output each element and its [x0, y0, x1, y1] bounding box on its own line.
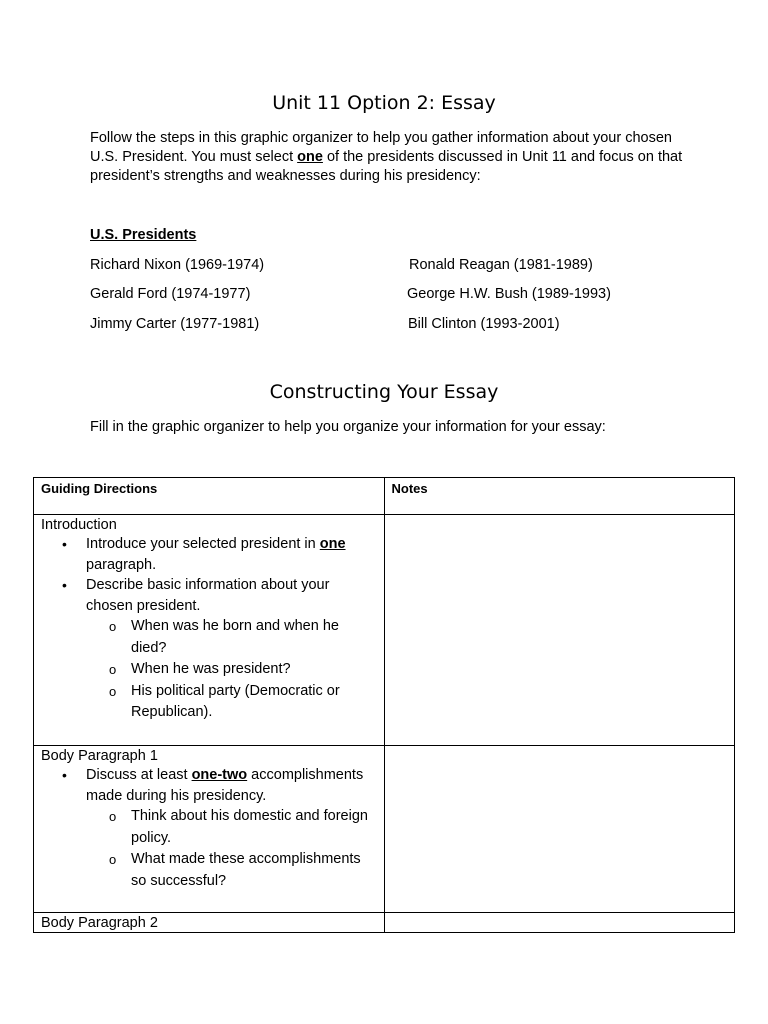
- column-header-notes: Notes: [384, 478, 735, 515]
- introduction-sub-bullets: [86, 616, 371, 724]
- body2-title: Body Paragraph 2: [41, 915, 158, 931]
- president-left-3: Jimmy Carter (1977-1981): [90, 316, 260, 332]
- body1-bullets: [41, 765, 384, 892]
- bullet-text: Discuss at least: [86, 767, 192, 783]
- intro-emphasis: one: [297, 149, 323, 165]
- body1-notes-cell[interactable]: [384, 746, 735, 913]
- bullet-text: Describe basic information about your chosen president.: [86, 577, 330, 614]
- body1-sub-bullets: [86, 806, 371, 892]
- list-item: [41, 534, 371, 575]
- section-heading: Constructing Your Essay: [269, 381, 499, 403]
- intro-text-2: of the presidents discussed in Unit 11 and focus on that president’s strengths and weaknesses during his presidency:: [90, 149, 683, 184]
- president-left-2: Gerald Ford (1974-1977): [90, 286, 251, 302]
- president-right-2: George H.W. Bush (1989-1993): [407, 286, 611, 302]
- president-right-1: Ronald Reagan (1981-1989): [409, 257, 593, 273]
- presidents-heading: U.S. Presidents: [90, 227, 197, 243]
- body1-directions-cell: [34, 746, 385, 913]
- list-item: [41, 575, 371, 724]
- graphic-organizer-table: [33, 477, 735, 933]
- bullet-emphasis: one: [319, 536, 346, 552]
- section-instructions: Fill in the graphic organizer to help you organize your information for your essay:: [90, 419, 606, 435]
- introduction-title: Introduction: [41, 517, 117, 533]
- president-left-1: Richard Nixon (1969-1974): [90, 257, 265, 273]
- bullet-text: paragraph.: [86, 556, 157, 573]
- list-item: o Think about his domestic and foreign policy.: [41, 806, 376, 849]
- column-header-directions: Guiding Directions: [34, 478, 385, 515]
- bullet-emphasis: one-two: [191, 767, 248, 783]
- body1-title: Body Paragraph 1: [41, 748, 158, 764]
- list-item: o When he was president?: [41, 659, 376, 681]
- page-title: Unit 11 Option 2: Essay: [272, 92, 496, 114]
- introduction-directions-cell: [34, 515, 385, 746]
- bullet-text: Introduce your selected president in: [86, 536, 320, 552]
- list-item: o His political party (Democratic or Republican).: [41, 681, 376, 724]
- intro-paragraph: [90, 129, 690, 186]
- list-item: [41, 765, 371, 892]
- bullet-text: accomplishments made during his presidency.: [86, 767, 364, 804]
- president-right-3: Bill Clinton (1993-2001): [408, 316, 560, 332]
- body2-directions-cell: [34, 913, 385, 933]
- list-item: o When was he born and when he died?: [41, 616, 376, 659]
- intro-text-1: Follow the steps in this graphic organizer to help you gather information about your chosen U.S. President. You must select: [90, 130, 672, 165]
- introduction-notes-cell[interactable]: [384, 515, 735, 746]
- introduction-bullets: [41, 534, 384, 724]
- list-item: o What made these accomplishments so successful?: [41, 849, 376, 892]
- body2-notes-cell[interactable]: [384, 913, 735, 933]
